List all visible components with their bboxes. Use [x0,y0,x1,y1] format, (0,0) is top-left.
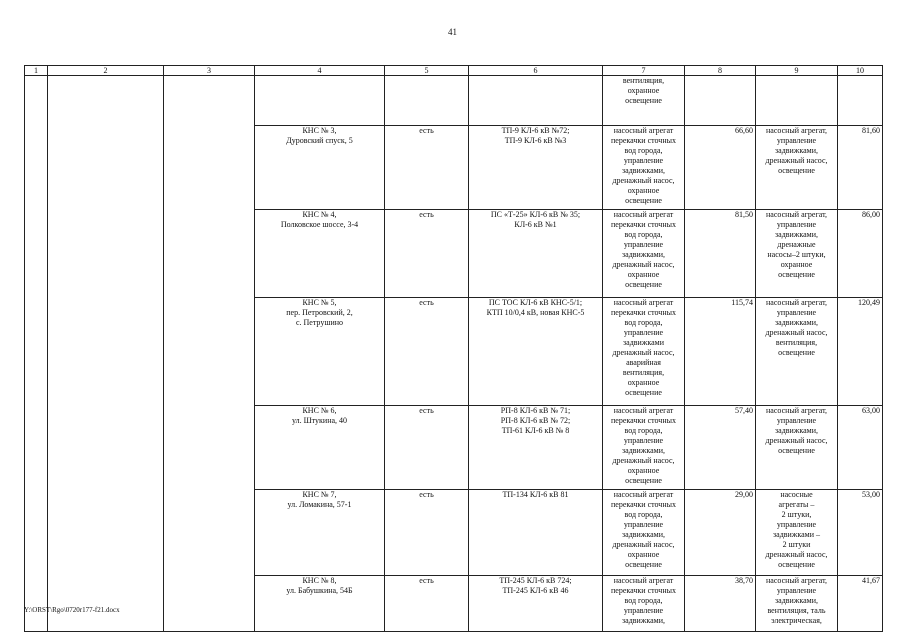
critical-equipment-line: освещение [778,270,815,279]
station-name-cell [255,298,385,406]
equipment-description-cell [603,210,685,298]
critical-equipment-line: освещение [778,560,815,569]
total-value-cell [838,298,883,406]
reserve-status-cell [385,576,469,632]
reserve-status-cell [385,76,469,126]
critical-equipment-line: насосный агрегат, [766,298,827,307]
col-number-1: 1 [25,66,48,76]
power-source-line: РП-8 КЛ-6 кВ № 72; [500,416,571,425]
load-value-text: 81,50 [735,210,753,219]
critical-equipment-line: управление [776,416,817,425]
critical-equipment-line: насосные [780,490,813,499]
equipment-description-line: освещение [625,96,662,105]
power-source-line: ТП-134 КЛ-6 кВ 81 [502,490,569,499]
station-name-line: КНС № 5, [302,298,337,307]
power-source-line: КТП 10/0,4 кВ, новая КНС-5 [486,308,585,317]
equipment-description-line: перекачки сточных [611,586,676,595]
power-source-line: ТП-245 КЛ-6 кВ 46 [502,586,569,595]
power-source-line: ТП-9 КЛ-6 кВ №3 [504,136,567,145]
critical-equipment-cell [756,210,838,298]
total-value-text: 120,49 [858,298,880,307]
station-name-line: с. Петрушино [295,318,344,327]
reserve-status-cell [385,210,469,298]
critical-equipment-line: освещение [778,446,815,455]
equipment-description-line: дренажный насос, [612,176,675,185]
critical-equipment-line: управление [776,308,817,317]
station-name-line: КНС № 6, [302,406,337,415]
file-path-footer: Y:\ORST\Rgo\0720r177-f21.docx [24,606,120,614]
critical-equipment-line: дренажный насос, [765,436,828,445]
total-value-cell [838,126,883,210]
equipment-description-line: освещение [625,476,662,485]
critical-equipment-line: 2 штуки [782,540,811,549]
col-number-4: 4 [255,66,385,76]
power-source-line: ТП-9 КЛ-6 кВ №72; [501,126,570,135]
critical-equipment-line: освещение [778,166,815,175]
critical-equipment-line: насосы–2 штуки, [767,250,826,259]
station-name-line: КНС № 8, [302,576,337,585]
equipment-description-line: охранное [627,86,660,95]
critical-equipment-line: управление [776,586,817,595]
load-value-cell [685,406,756,490]
reserve-status-cell [385,406,469,490]
equipment-description-line: перекачки сточных [611,308,676,317]
station-name-line: Дуровский спуск, 5 [286,136,353,145]
critical-equipment-cell [756,490,838,576]
equipment-description-line: охранное [627,550,660,559]
equipment-description-line: вод города, [624,318,663,327]
col-number-2: 2 [48,66,164,76]
total-value-text: 81,60 [862,126,880,135]
equipment-description-line: охранное [627,186,660,195]
critical-equipment-line: задвижками, [774,230,819,239]
critical-equipment-line: дренажный насос, [765,550,828,559]
critical-equipment-line: насосный агрегат, [766,210,827,219]
reserve-status-text: есть [419,126,434,135]
power-source-cell [469,210,603,298]
load-value-text: 29,00 [735,490,753,499]
equipment-description-cell [603,76,685,126]
station-name-line: ул. Ломакина, 57-1 [287,500,352,509]
merged-cell-col2 [48,76,164,632]
equipment-description-line: вод города, [624,230,663,239]
power-source-cell [469,576,603,632]
col-number-9: 9 [756,66,838,76]
equipment-description-line: перекачки сточных [611,500,676,509]
col-number-8: 8 [685,66,756,76]
equipment-description-line: вод города, [624,510,663,519]
equipment-description-line: вентиляция, [622,368,665,377]
critical-equipment-line: дренажный насос, [765,156,828,165]
power-source-cell [469,298,603,406]
critical-equipment-line: задвижками, [774,426,819,435]
total-value-text: 53,00 [862,490,880,499]
critical-equipment-line: дренажный насос, [765,328,828,337]
reserve-status-text: есть [419,298,434,307]
critical-equipment-cell [756,406,838,490]
load-value-cell [685,490,756,576]
equipment-description-line: освещение [625,560,662,569]
equipment-description-line: вод города, [624,146,663,155]
critical-equipment-line: агрегаты – [778,500,815,509]
critical-equipment-line: управление [776,136,817,145]
equipment-description-line: насосный агрегат [613,490,674,499]
station-name-cell [255,576,385,632]
equipment-description-line: насосный агрегат [613,126,674,135]
equipment-description-line: насосный агрегат [613,210,674,219]
equipment-description-line: охранное [627,466,660,475]
power-source-line: ПС «Т-25» КЛ-6 кВ № 35; [490,210,581,219]
load-value-text: 57,40 [735,406,753,415]
equipment-description-line: задвижками, [621,166,666,175]
critical-equipment-cell [756,298,838,406]
total-value-cell [838,76,883,126]
equipment-description-line: аварийная [626,358,661,367]
equipment-description-line: дренажный насос, [612,260,675,269]
critical-equipment-line: насосный агрегат, [766,576,827,585]
equipment-description-line: управление [623,436,664,445]
reserve-status-text: есть [419,490,434,499]
power-source-cell [469,406,603,490]
load-value-cell [685,126,756,210]
merged-cell-col3 [164,76,255,632]
station-name-line: КНС № 3, [302,126,337,135]
power-source-cell [469,126,603,210]
station-name-cell [255,406,385,490]
equipment-description-line: дренажный насос, [612,540,675,549]
power-source-line: ТП-245 КЛ-6 кВ 724; [499,576,572,585]
reserve-status-text: есть [419,576,434,585]
reserve-status-text: есть [419,406,434,415]
station-name-cell [255,210,385,298]
equipment-description-cell [603,126,685,210]
equipment-description-line: вод города, [624,596,663,605]
column-number-row [25,66,883,76]
table-row [25,76,883,126]
equipment-description-line: вод города, [624,426,663,435]
total-value-cell [838,210,883,298]
equipment-description-line: перекачки сточных [611,136,676,145]
equipment-description-line: управление [623,606,664,615]
station-name-line: ул. Бабушкина, 54Б [286,586,353,595]
power-source-line: ПС ТОС КЛ-6 кВ КНС-5/1; [488,298,583,307]
critical-equipment-line: вентиляция, [775,338,818,347]
equipment-description-line: насосный агрегат [613,298,674,307]
equipment-description-line: насосный агрегат [613,576,674,585]
power-source-line: КЛ-6 кВ №1 [514,220,557,229]
load-value-cell [685,298,756,406]
col-number-7: 7 [603,66,685,76]
reserve-status-cell [385,126,469,210]
critical-equipment-line: управление [776,520,817,529]
equipment-description-line: управление [623,156,664,165]
col-number-6: 6 [469,66,603,76]
equipment-description-line: вентиляция, [622,76,665,85]
station-name-cell [255,76,385,126]
equipment-description-line: перекачки сточных [611,416,676,425]
power-source-cell [469,490,603,576]
critical-equipment-line: электрическая, [771,616,822,625]
station-name-cell [255,490,385,576]
total-value-cell [838,406,883,490]
reserve-status-text: есть [419,210,434,219]
equipment-table [24,65,883,632]
equipment-description-cell [603,406,685,490]
equipment-description-line: охранное [627,270,660,279]
station-name-cell [255,126,385,210]
equipment-description-line: задвижками, [621,250,666,259]
table-body [25,76,883,632]
equipment-description-line: охранное [627,378,660,387]
critical-equipment-line: задвижками – [772,530,821,539]
critical-equipment-line: насосный агрегат, [766,126,827,135]
load-value-text: 115,74 [731,298,753,307]
station-name-line: Полковское шоссе, 3-4 [280,220,359,229]
equipment-description-cell [603,490,685,576]
equipment-description-line: задвижками, [621,616,666,625]
equipment-description-cell [603,576,685,632]
equipment-description-line: управление [623,240,664,249]
load-value-cell [685,576,756,632]
total-value-text: 41,67 [862,576,880,585]
col-number-10: 10 [838,66,883,76]
total-value-text: 63,00 [862,406,880,415]
critical-equipment-line: охранное [780,260,813,269]
page-number: 41 [448,27,457,37]
equipment-description-line: насосный агрегат [613,406,674,415]
load-value-cell [685,210,756,298]
station-name-line: пер. Петровский, 2, [286,308,353,317]
load-value-text: 38,70 [735,576,753,585]
equipment-description-line: освещение [625,388,662,397]
power-source-line: ТП-61 КЛ-6 кВ № 8 [501,426,570,435]
equipment-description-line: дренажный насос, [612,348,675,357]
reserve-status-cell [385,298,469,406]
critical-equipment-cell [756,576,838,632]
total-value-cell [838,576,883,632]
total-value-text: 86,00 [862,210,880,219]
equipment-description-line: управление [623,520,664,529]
equipment-description-line: освещение [625,280,662,289]
critical-equipment-line: задвижками, [774,318,819,327]
critical-equipment-line: освещение [778,348,815,357]
critical-equipment-line: дренажные [777,240,816,249]
power-source-cell [469,76,603,126]
station-name-line: КНС № 7, [302,490,337,499]
col-number-5: 5 [385,66,469,76]
critical-equipment-line: управление [776,220,817,229]
critical-equipment-cell [756,76,838,126]
equipment-description-line: управление [623,328,664,337]
station-name-line: ул. Штукина, 40 [291,416,348,425]
critical-equipment-line: 2 штуки, [781,510,812,519]
col-number-3: 3 [164,66,255,76]
critical-equipment-cell [756,126,838,210]
equipment-description-line: задвижками, [621,446,666,455]
power-source-line: РП-8 КЛ-6 кВ № 71; [500,406,571,415]
critical-equipment-line: задвижками, [774,596,819,605]
reserve-status-cell [385,490,469,576]
total-value-cell [838,490,883,576]
equipment-description-line: задвижками [622,338,665,347]
load-value-cell [685,76,756,126]
critical-equipment-line: задвижками, [774,146,819,155]
critical-equipment-line: насосный агрегат, [766,406,827,415]
equipment-description-cell [603,298,685,406]
equipment-description-line: перекачки сточных [611,220,676,229]
critical-equipment-line: вентиляция, таль [767,606,826,615]
equipment-description-line: освещение [625,196,662,205]
equipment-description-line: дренажный насос, [612,456,675,465]
load-value-text: 66,60 [735,126,753,135]
station-name-line: КНС № 4, [302,210,337,219]
equipment-description-line: задвижками, [621,530,666,539]
merged-cell-col1 [25,76,48,632]
